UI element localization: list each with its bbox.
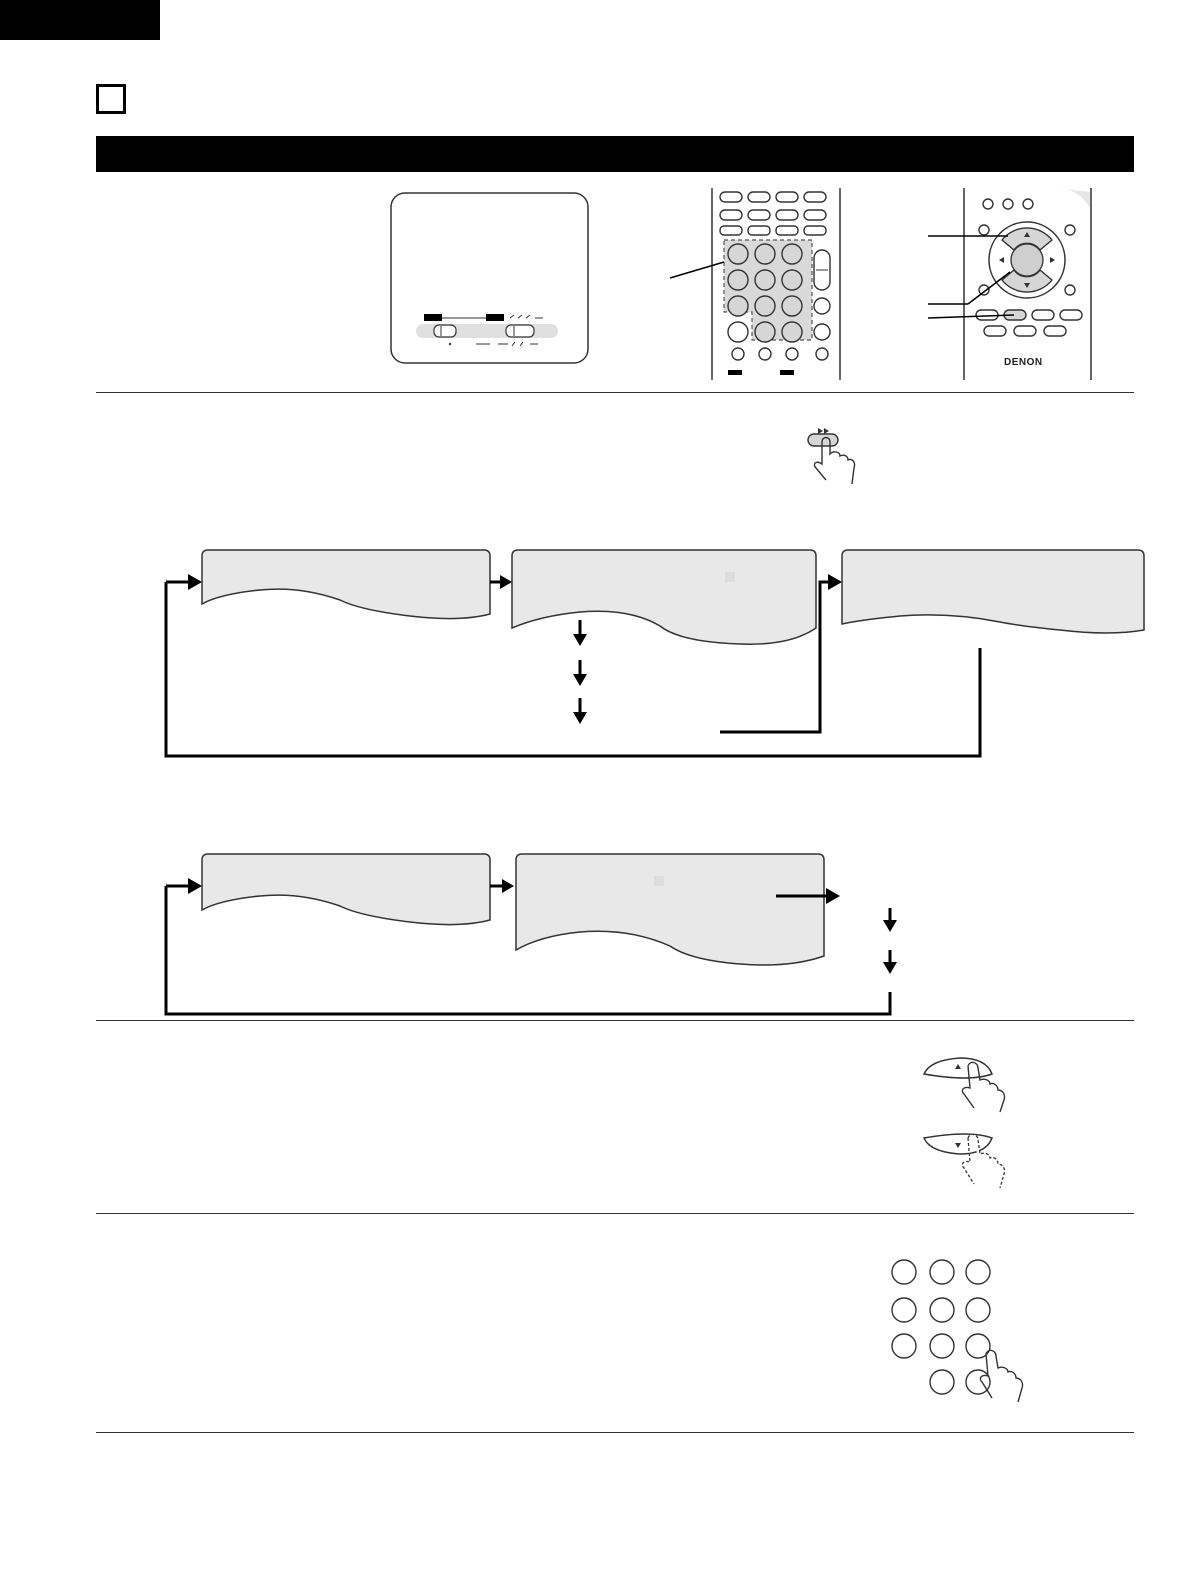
lcd-screen-2: [512, 550, 816, 644]
flow-diagram-2: [160, 852, 920, 1016]
numeric-keypad-press-illustration: [886, 1258, 1036, 1406]
lcd-screen-1: [202, 550, 490, 619]
skip-button-press-illustration: [804, 424, 876, 488]
arrow-icon: [883, 920, 897, 932]
arrow-icon: [826, 888, 840, 904]
lcd-screen-3: [842, 550, 1144, 633]
divider-4: [96, 1432, 1134, 1433]
cursor-down-press-illustration: [920, 1126, 1020, 1190]
arrow-icon: [188, 878, 202, 894]
cursor-up-press-illustration: [920, 1052, 1020, 1114]
display-panel-illustration: [390, 192, 590, 364]
lcd-screen-4: [202, 854, 490, 925]
divider-3: [96, 1213, 1134, 1214]
remote-numeric-illustration: [670, 188, 840, 380]
arrow-icon: [502, 879, 514, 893]
arrow-icon: [573, 674, 587, 686]
arrow-icon: [500, 575, 512, 589]
page-tab-marker: [0, 0, 160, 40]
hand-pointer-icon: [980, 1350, 1022, 1402]
arrow-icon: [573, 634, 587, 646]
arrow-icon: [573, 712, 587, 724]
remote-brand-label: DENON: [1004, 357, 1043, 368]
section-box-icon: [96, 84, 126, 114]
divider-1: [96, 392, 1134, 393]
section-header-bar: [96, 136, 1134, 172]
remote-cursor-illustration: [928, 188, 1112, 380]
lcd-screen-5: [516, 854, 824, 965]
divider-2: [96, 1020, 1134, 1021]
flow-diagram-1: [160, 548, 1140, 760]
arrow-icon: [883, 962, 897, 974]
arrow-icon: [828, 574, 842, 590]
arrow-icon: [188, 574, 202, 590]
